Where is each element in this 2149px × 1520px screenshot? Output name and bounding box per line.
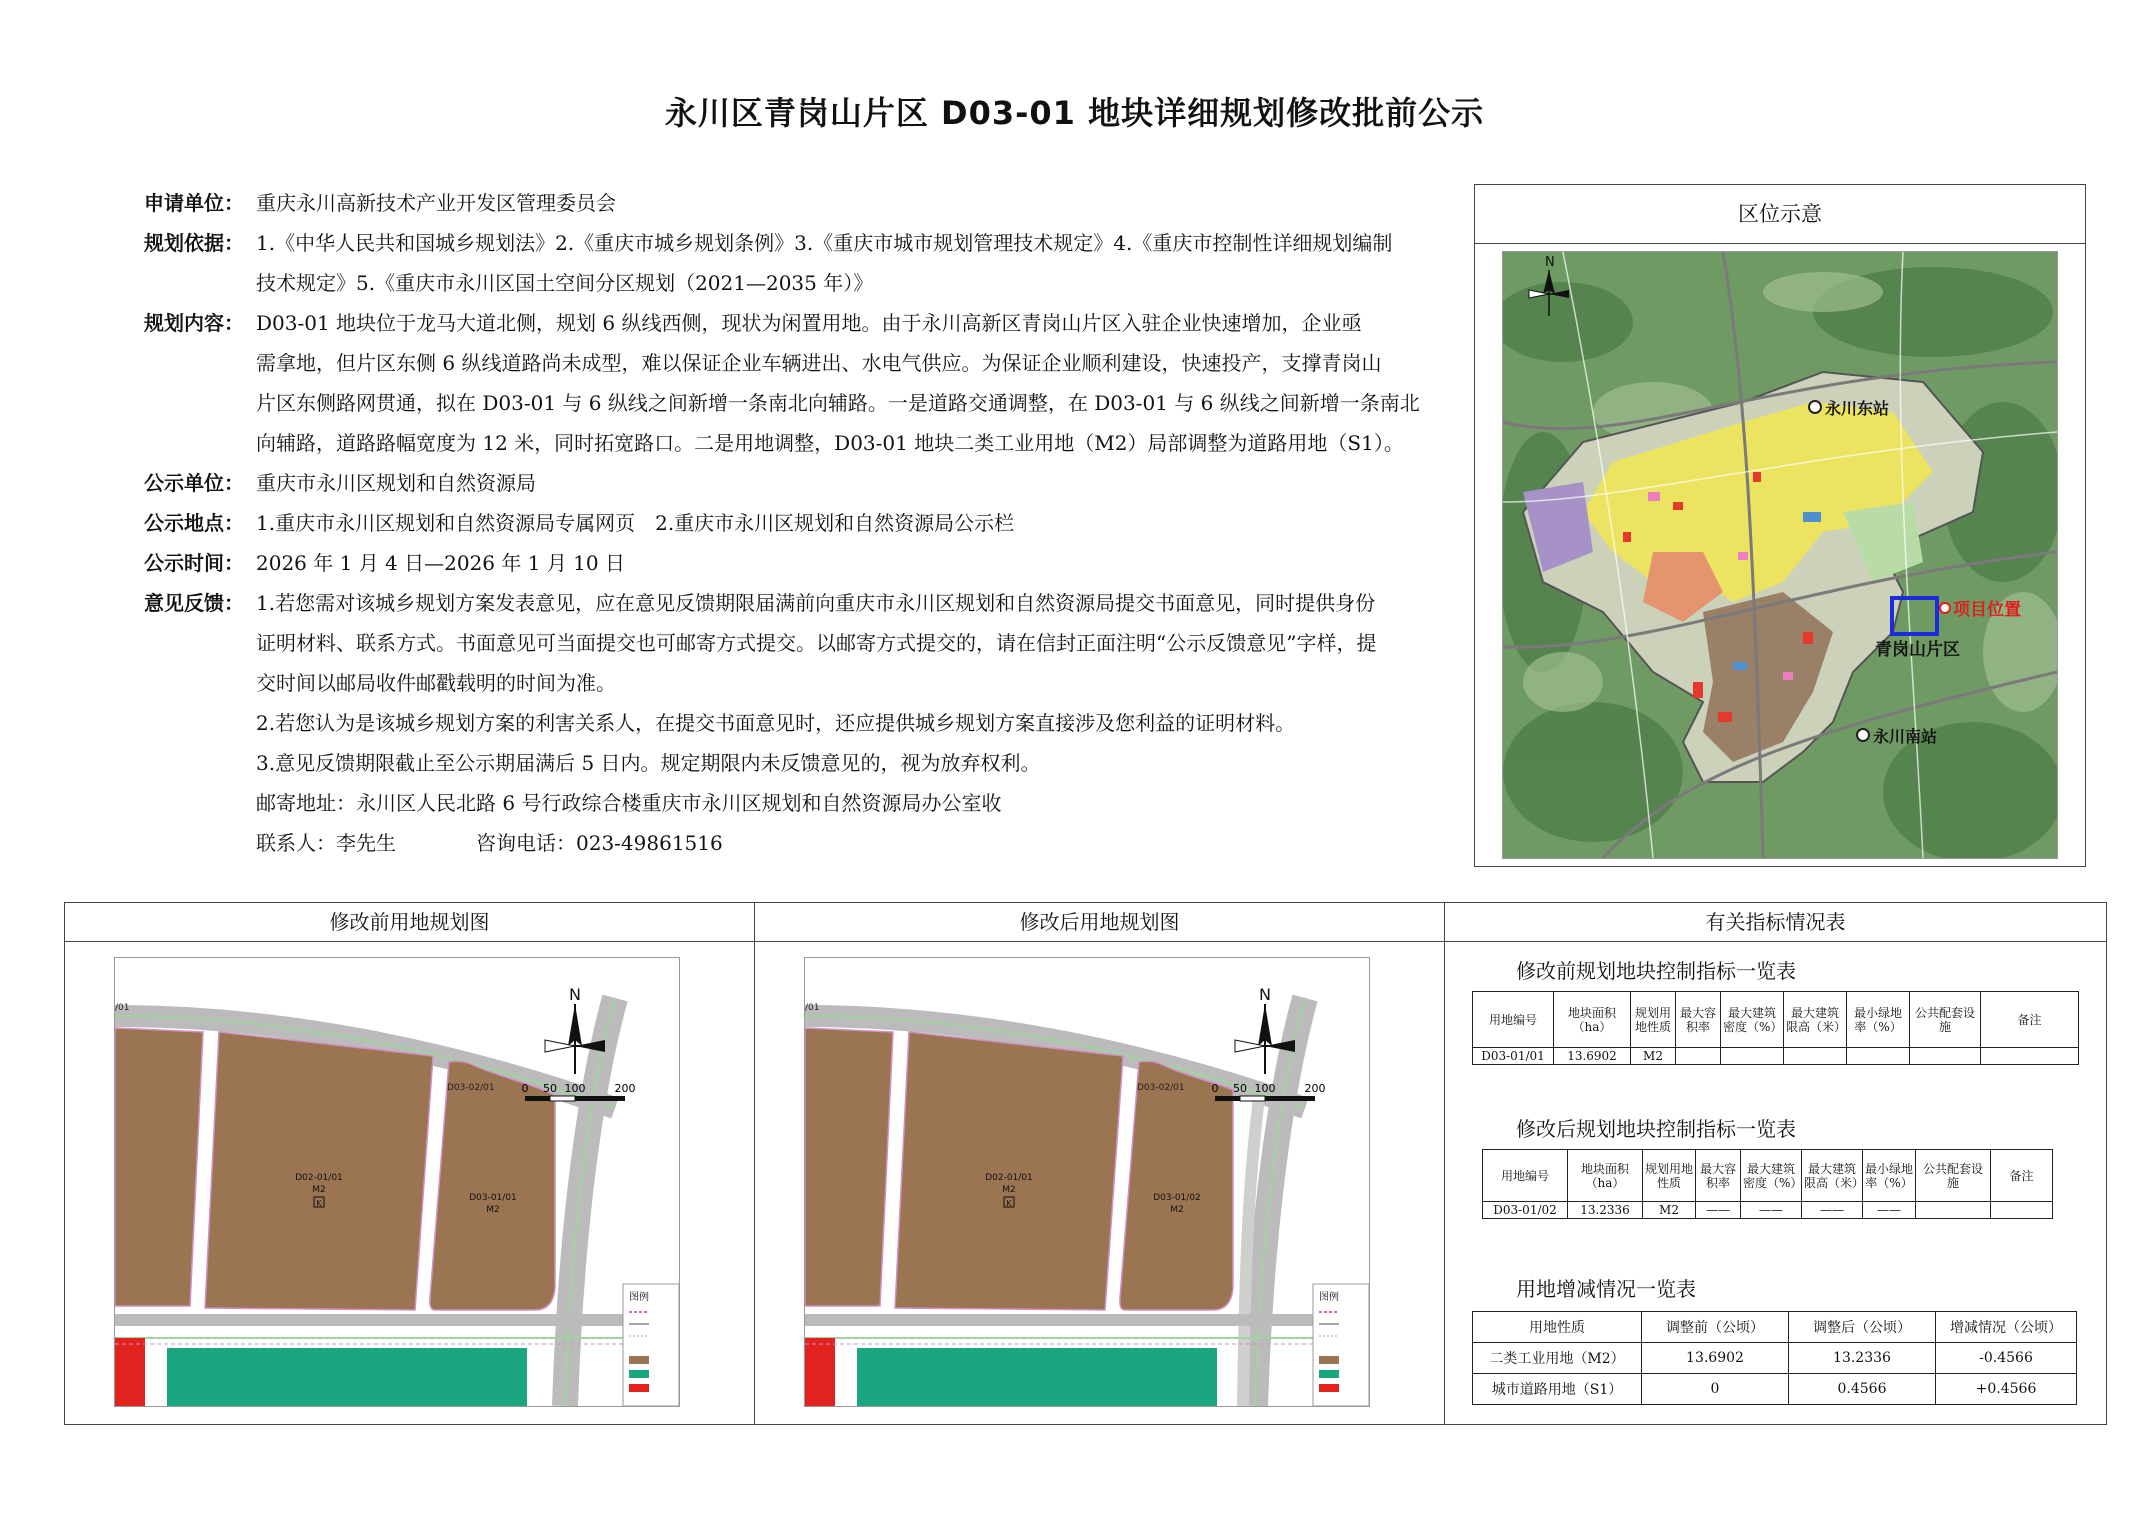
table-cell (1991, 1202, 2053, 1219)
table-header-row (1473, 992, 2079, 1048)
parcel-mark: K (316, 1199, 322, 1208)
table-header-cell: 最小绿地率（%） (1847, 992, 1910, 1048)
table-header-cell: 最小绿地率（%） (1863, 1150, 1916, 1202)
indicator-panel (1445, 903, 2106, 1424)
before-map-graphic (115, 958, 679, 1406)
parcel-type: M2 (1002, 1185, 1016, 1195)
table-cell (1847, 1048, 1910, 1065)
before-map-panel (65, 903, 755, 1424)
page-title: 永川区青岗山片区 D03-01 地块详细规划修改批前公示 (664, 94, 1485, 132)
land-change-table (1472, 1311, 2077, 1405)
north-label: N (1259, 985, 1271, 1004)
scale-tick: 50 (543, 1082, 557, 1095)
table-cell: D03-01/02 (1483, 1202, 1568, 1219)
after-indicator-table (1482, 1149, 2053, 1219)
place-value (256, 503, 1472, 543)
place-row (144, 503, 1472, 543)
applicant-row (144, 183, 1472, 223)
table-header-cell: 最大建筑密度（%） (1741, 1150, 1802, 1202)
table-row (1473, 1048, 2079, 1065)
table-header-cell: 最大建筑密度（%） (1721, 992, 1784, 1048)
scale-tick: 50 (1233, 1082, 1247, 1095)
table-row (1483, 1202, 2053, 1219)
table-header-cell: 规划用地性质 (1631, 992, 1676, 1048)
feedback-line: 2.若您认为是该城乡规划方案的利害关系人，在提交书面意见时，还应提供城乡规划方案直接涉及您利益的证明材料。 (256, 711, 1296, 735)
after-table-title: 修改后规划地块控制指标一览表 (1516, 1117, 1796, 1141)
basis-label: 规划依据： (144, 231, 244, 255)
table-cell (1721, 1048, 1784, 1065)
contact-line (256, 823, 1472, 863)
location-panel (1474, 184, 2086, 867)
mailing-address: 邮寄地址：永川区人民北路 6 号行政综合楼重庆市永川区规划和自然资源局办公室收 (256, 791, 1002, 815)
content-line: 需拿地，但片区东侧 6 纵线道路尚未成型，难以保证企业车辆进出、水电气供应。为保证企业顺利建设，快速投产，支撑青岗山 (256, 351, 1382, 375)
table-header-cell: 用地编号 (1483, 1150, 1568, 1202)
legend-title: 图例 (629, 1292, 649, 1303)
table-cell: —— (1696, 1202, 1741, 1219)
basis-line: 技术规定》5.《重庆市永川区国土空间分区规划（2021—2035 年）》 (256, 271, 874, 295)
table-cell: D03-01/01 (1473, 1048, 1554, 1065)
table-cell: M2 (1631, 1048, 1676, 1065)
table-row (1473, 1374, 2077, 1405)
table-cell: 二类工业用地（M2） (1473, 1343, 1642, 1374)
unit-row (144, 463, 1472, 503)
table-cell (1916, 1202, 1991, 1219)
place-two: 2.重庆市永川区规划和自然资源局公示栏 (655, 511, 1015, 535)
unit-label: 公示单位： (144, 471, 244, 495)
scale-tick: 0 (521, 1082, 529, 1095)
applicant-value: 重庆永川高新技术产业开发区管理委员会 (256, 191, 616, 215)
time-label: 公示时间： (144, 551, 244, 575)
content-line: 片区东侧路网贯通，拟在 D03-01 与 6 纵线之间新增一条南北向辅路。一是道路交通调整，在 D03-01 与 6 纵线之间新增一条南北 (256, 391, 1420, 415)
before-indicator-table (1472, 991, 2079, 1065)
change-table-title: 用地增减情况一览表 (1516, 1277, 1696, 1301)
table-row (1473, 1343, 2077, 1374)
table-cell: 13.6902 (1554, 1048, 1631, 1065)
basis-line: 1.《中华人民共和国城乡规划法》2.《重庆市城乡规划条例》3.《重庆市城市规划管理技术规定》4.《重庆市控制性详细规划编制 (256, 231, 1393, 255)
table-cell: 0 (1642, 1374, 1789, 1405)
project-marker (1940, 603, 1950, 613)
applicant-label: 申请单位： (144, 191, 244, 215)
feedback-value (256, 583, 1472, 863)
parcel-code: D02-01/01 (295, 1173, 343, 1183)
table-header-cell: 增减情况（公顷） (1936, 1312, 2077, 1343)
station-label-south: 永川南站 (1873, 727, 1938, 746)
contact-phone: 咨询电话：023-49861516 (476, 831, 723, 855)
time-row (144, 543, 1472, 583)
road-parcel-label: D03-02/01 (447, 1083, 495, 1093)
parcel-code: D03-01/02 (1153, 1193, 1201, 1203)
feedback-line: 3.意见反馈期限截止至公示期届满后 5 日内。规定期限内未反馈意见的，视为放弃权利。 (256, 751, 1041, 775)
before-table-title: 修改前规划地块控制指标一览表 (1516, 959, 1796, 983)
project-label: 项目位置 (1953, 600, 2021, 620)
feedback-row (144, 583, 1472, 863)
content-label: 规划内容： (144, 311, 244, 335)
contact-person: 联系人：李先生 (256, 831, 396, 855)
station-marker (1809, 401, 1821, 413)
content-value (256, 303, 1472, 463)
after-map-title: 修改后用地规划图 (755, 903, 1444, 942)
unit-value: 重庆市永川区规划和自然资源局 (256, 471, 536, 495)
corner-parcel-label: /01 (115, 1003, 130, 1013)
table-header-cell: 最大建筑限高（米） (1784, 992, 1847, 1048)
district-label: 青岗山片区 (1875, 640, 1960, 660)
table-cell: -0.4566 (1936, 1343, 2077, 1374)
north-label: N (569, 985, 581, 1004)
table-header-row (1473, 1312, 2077, 1343)
feedback-line: 交时间以邮局收件邮戳载明的时间为准。 (256, 671, 616, 695)
location-panel-title: 区位示意 (1475, 185, 2085, 244)
location-map-graphic (1503, 252, 2057, 858)
table-header-cell: 备注 (1991, 1150, 2053, 1202)
table-header-cell: 用地性质 (1473, 1312, 1642, 1343)
table-header-cell: 最大容积率 (1676, 992, 1721, 1048)
table-cell (1910, 1048, 1981, 1065)
table-cell: +0.4566 (1936, 1374, 2077, 1405)
before-map-title: 修改前用地规划图 (65, 903, 754, 942)
content-row (144, 303, 1472, 463)
table-header-cell: 地块面积（ha） (1554, 992, 1631, 1048)
before-map (114, 957, 680, 1407)
station-marker (1857, 729, 1869, 741)
parcel-code: D02-01/01 (985, 1173, 1033, 1183)
corner-parcel-label: /01 (805, 1003, 820, 1013)
table-header-cell: 备注 (1981, 992, 2079, 1048)
table-header-cell: 调整后（公顷） (1789, 1312, 1936, 1343)
table-cell: M2 (1643, 1202, 1696, 1219)
place-label: 公示地点： (144, 511, 244, 535)
scale-tick: 200 (614, 1082, 636, 1095)
table-header-cell: 最大建筑限高（米） (1802, 1150, 1863, 1202)
parcel-mark: K (1006, 1199, 1012, 1208)
basis-row (144, 223, 1472, 303)
after-map-panel (755, 903, 1445, 1424)
time-value: 2026 年 1 月 4 日—2026 年 1 月 10 日 (256, 551, 625, 575)
table-cell: 13.2336 (1789, 1343, 1936, 1374)
table-cell: —— (1802, 1202, 1863, 1219)
table-cell: 0.4566 (1789, 1374, 1936, 1405)
table-cell (1784, 1048, 1847, 1065)
legend-title: 图例 (1319, 1292, 1339, 1303)
table-header-cell: 用地编号 (1473, 992, 1554, 1048)
table-header-cell: 规划用地性质 (1643, 1150, 1696, 1202)
parcel-type: M2 (312, 1185, 326, 1195)
feedback-line: 证明材料、联系方式。书面意见可当面提交也可邮寄方式提交。以邮寄方式提交的，请在信封正面注明“公示反馈意见”字样，提 (256, 631, 1377, 655)
map-legend (623, 1284, 679, 1406)
table-cell: —— (1863, 1202, 1916, 1219)
after-map (804, 957, 1370, 1407)
after-map-graphic (805, 958, 1369, 1406)
scale-tick: 0 (1211, 1082, 1219, 1095)
content-line: D03-01 地块位于龙马大道北侧，规划 6 纵线西侧，现状为闲置用地。由于永川高新区青岗山片区入驻企业快速增加，企业亟 (256, 311, 1362, 335)
table-cell: 13.6902 (1642, 1343, 1789, 1374)
table-header-cell: 公共配套设施 (1916, 1150, 1991, 1202)
road-parcel-label: D03-02/01 (1137, 1083, 1185, 1093)
map-legend (1313, 1284, 1369, 1406)
table-cell (1981, 1048, 2079, 1065)
table-header-cell: 调整前（公顷） (1642, 1312, 1789, 1343)
feedback-line: 1.若您需对该城乡规划方案发表意见，应在意见反馈期限届满前向重庆市永川区规划和自然资源局提交书面意见，同时提供身份 (256, 591, 1376, 615)
table-cell: 城市道路用地（S1） (1473, 1374, 1642, 1405)
notice-info (144, 183, 1472, 863)
feedback-label: 意见反馈： (144, 591, 244, 615)
table-header-cell: 地块面积（ha） (1568, 1150, 1643, 1202)
scale-tick: 200 (1304, 1082, 1326, 1095)
table-cell: 13.2336 (1568, 1202, 1643, 1219)
content-line: 向辅路，道路路幅宽度为 12 米，同时拓宽路口。二是用地调整，D03-01 地块二类工业用地（M2）局部调整为道路用地（S1）。 (256, 431, 1404, 455)
table-cell (1676, 1048, 1721, 1065)
table-header-row (1483, 1150, 2053, 1202)
parcel-code: D03-01/01 (469, 1193, 517, 1203)
indicator-panel-title: 有关指标情况表 (1445, 903, 2106, 942)
table-header-cell: 最大容积率 (1696, 1150, 1741, 1202)
scale-tick: 100 (564, 1082, 586, 1095)
basis-value (256, 223, 1472, 303)
scale-tick: 100 (1254, 1082, 1276, 1095)
place-one: 1.重庆市永川区规划和自然资源局专属网页 (256, 511, 636, 535)
table-header-cell: 公共配套设施 (1910, 992, 1981, 1048)
parcel-type: M2 (486, 1205, 500, 1215)
station-label-east: 永川东站 (1825, 399, 1890, 418)
bottom-section (64, 902, 2107, 1425)
location-map (1502, 251, 2058, 859)
north-label: N (1545, 255, 1555, 270)
table-cell: —— (1741, 1202, 1802, 1219)
parcel-type: M2 (1170, 1205, 1184, 1215)
